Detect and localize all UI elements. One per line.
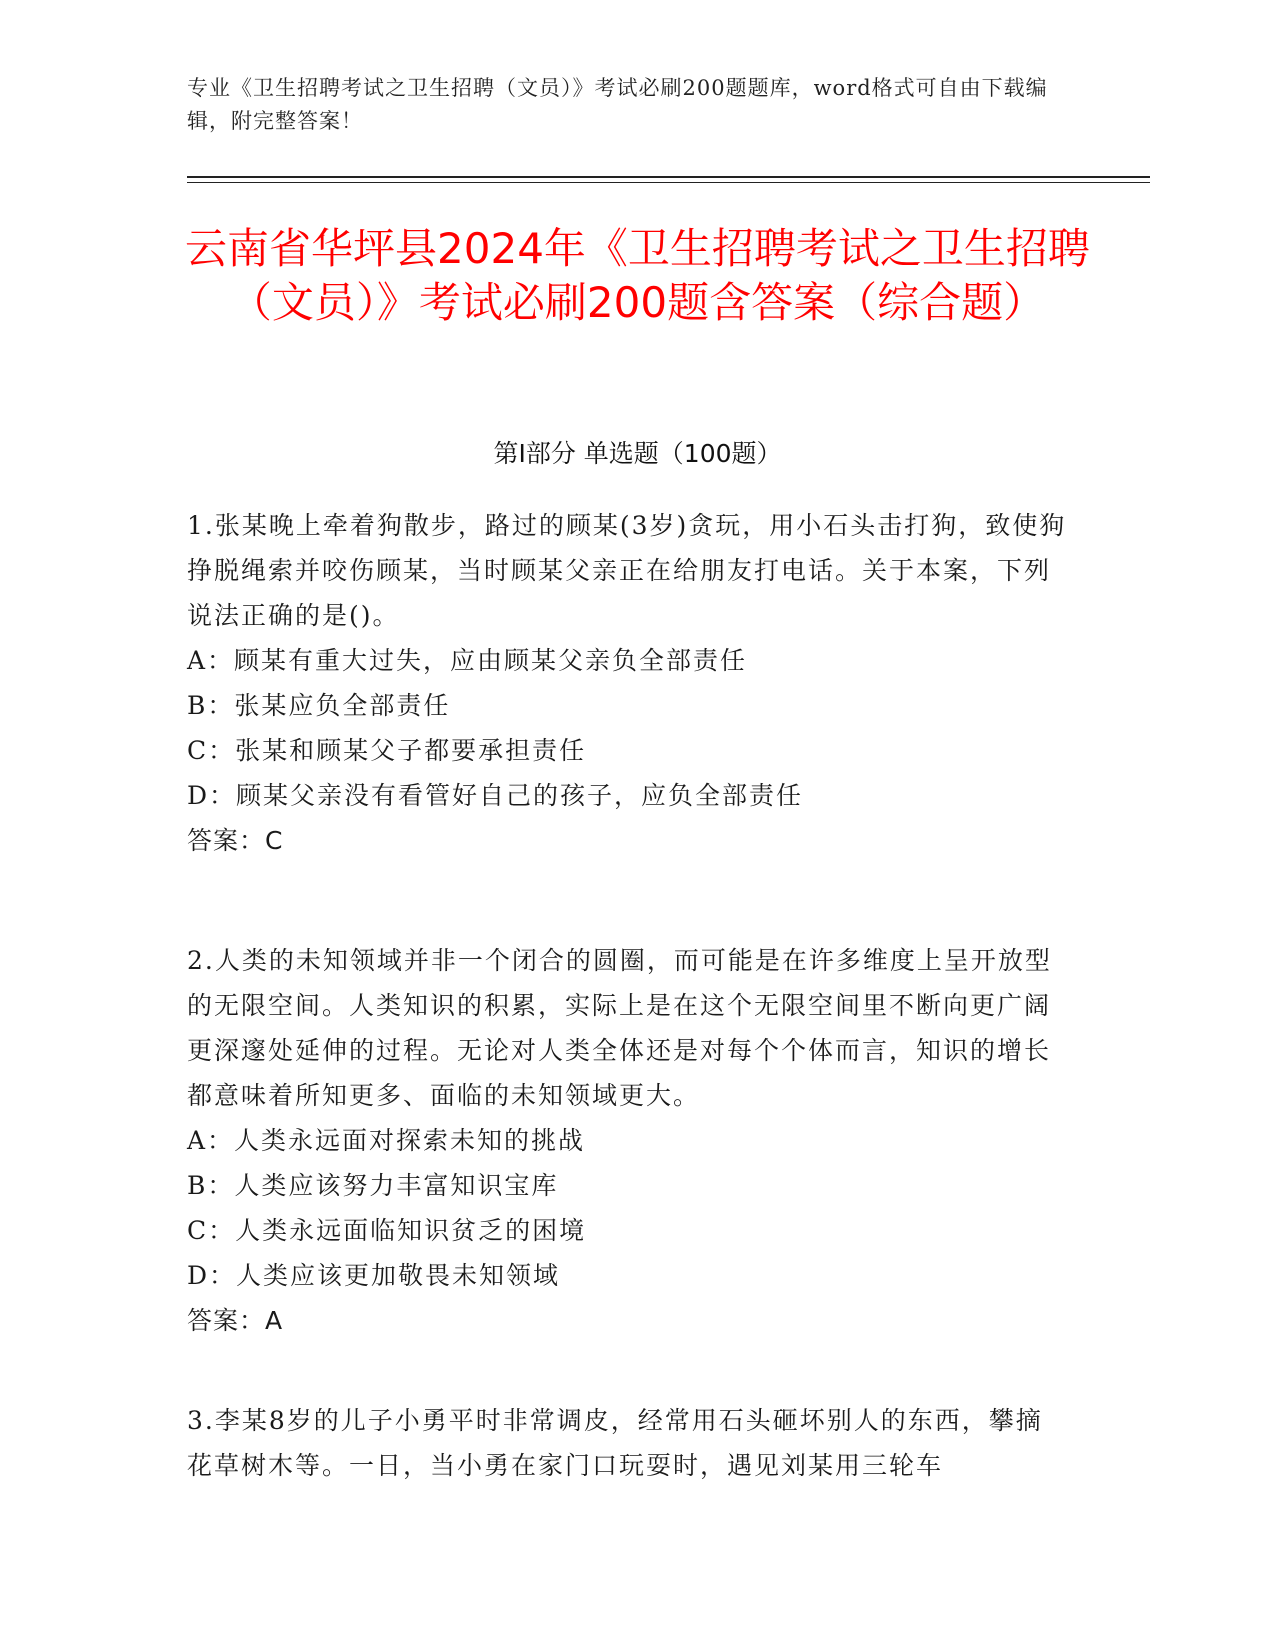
question-stem: 2.人类的未知领域并非一个闭合的圆圈，而可能是在许多维度上呈开放型的无限空间。人类知识的积累，实际上是在这个无限空间里不断向更广阔更深邃处延伸的过程。无论对人类全体还是对每个个体而言，知识的增长都意味着所知更多、面临的未知领域更大。 bbox=[187, 946, 1052, 1110]
section-title: 第Ⅰ部分 单选题（100题） bbox=[493, 439, 782, 468]
answer: 答案：A bbox=[187, 1306, 284, 1335]
document-title: 云南省华坪县2024年《卫生招聘考试之卫生招聘（文员）》考试必刷200题含答案（综合题） bbox=[185, 224, 1090, 327]
question-2 bbox=[187, 938, 1067, 1343]
option-c: C：人类永远面临知识贫乏的困境 bbox=[187, 1216, 587, 1245]
header-note: 专业《卫生招聘考试之卫生招聘（文员）》考试必刷200题题库，word格式可自由下载编辑，附完整答案！ bbox=[187, 76, 1048, 133]
option-c: C：张某和顾某父子都要承担责任 bbox=[187, 736, 587, 765]
option-d: D：人类应该更加敬畏未知领域 bbox=[187, 1261, 561, 1290]
question-stem: 3.李某8岁的儿子小勇平时非常调皮，经常用石头砸坏别人的东西，攀摘花草树木等。一日，当小勇在家门口玩耍时，遇见刘某用三轮车 bbox=[187, 1406, 1043, 1480]
option-a: A：顾某有重大过失，应由顾某父亲负全部责任 bbox=[187, 646, 748, 675]
question-1 bbox=[187, 503, 1067, 863]
option-b: B：人类应该努力丰富知识宝库 bbox=[187, 1171, 559, 1200]
question-stem: 1.张某晚上牵着狗散步，路过的顾某(3岁)贪玩，用小石头击打狗，致使狗挣脱绳索并咬伤顾某，当时顾某父亲正在给朋友打电话。关于本案，下列说法正确的是()。 bbox=[187, 511, 1067, 630]
option-a: A：人类永远面对探索未知的挑战 bbox=[187, 1126, 586, 1155]
question-3 bbox=[187, 1398, 1067, 1488]
header-rule-thick bbox=[187, 176, 1150, 178]
answer: 答案：C bbox=[187, 826, 284, 855]
option-d: D：顾某父亲没有看管好自己的孩子，应负全部责任 bbox=[187, 781, 804, 810]
header-rule-thin bbox=[187, 182, 1150, 183]
option-b: B：张某应负全部责任 bbox=[187, 691, 451, 720]
